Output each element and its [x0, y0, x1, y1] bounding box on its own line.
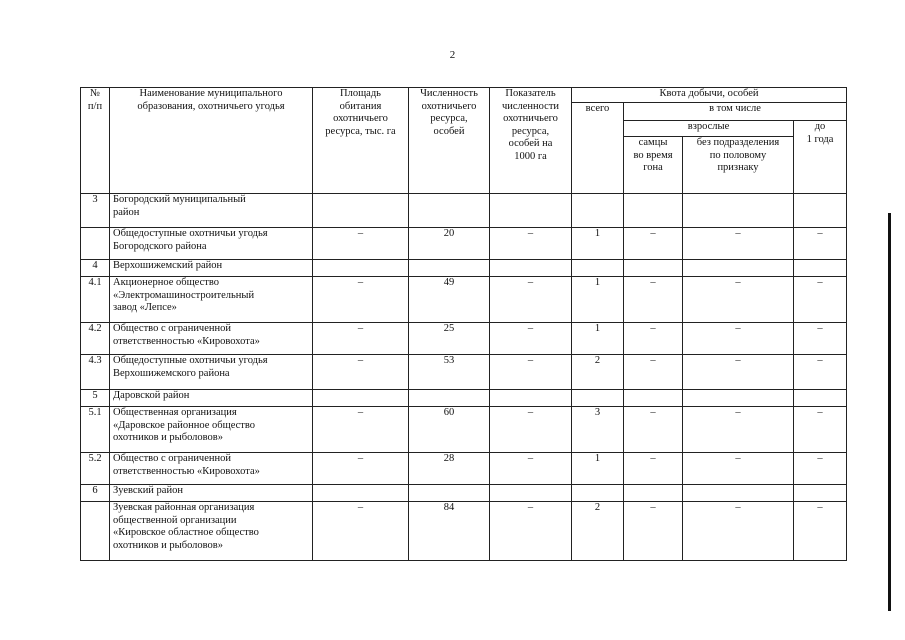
- cell-under-1-year: –: [794, 407, 847, 453]
- district-row: [81, 260, 847, 277]
- cell-no-sex-division: –: [683, 277, 794, 323]
- page-number: 2: [449, 49, 456, 61]
- cell-num: 4.2: [81, 323, 110, 355]
- table-row: [81, 453, 847, 485]
- cell-total: 1: [572, 277, 624, 323]
- cell-num: 4.3: [81, 355, 110, 390]
- cell-area: [313, 485, 409, 502]
- header-name: Наименование муниципального образования, охотничьего угодья: [110, 88, 313, 194]
- header-quota: Квота добычи, особей: [572, 88, 847, 103]
- cell-density: [490, 260, 572, 277]
- cell-num: 5.1: [81, 407, 110, 453]
- cell-name: Зуевский район: [110, 485, 313, 502]
- header-including: в том числе: [624, 103, 847, 121]
- table-row: [81, 502, 847, 561]
- cell-name: Общедоступные охотничьи угодья Богородского района: [110, 228, 313, 260]
- cell-num: [81, 502, 110, 561]
- table-row: [81, 228, 847, 260]
- cell-no-sex-division: [683, 390, 794, 407]
- table-row: [81, 323, 847, 355]
- district-row: [81, 194, 847, 228]
- cell-males-rut: –: [624, 228, 683, 260]
- cell-name: Общедоступные охотничьи угодья Верхошижемского района: [110, 355, 313, 390]
- cell-population: [409, 390, 490, 407]
- cell-density: –: [490, 453, 572, 485]
- cell-no-sex-division: –: [683, 228, 794, 260]
- cell-name: Общество с ограниченной ответственностью «Кировохота»: [110, 323, 313, 355]
- header-adults: взрослые: [624, 121, 794, 137]
- cell-population: [409, 485, 490, 502]
- cell-males-rut: [624, 194, 683, 228]
- cell-area: –: [313, 502, 409, 561]
- header-density: Показатель численности охотничьего ресурса, особей на 1000 га: [490, 88, 572, 194]
- cell-area: –: [313, 228, 409, 260]
- cell-area: –: [313, 277, 409, 323]
- table-row: [81, 277, 847, 323]
- cell-under-1-year: [794, 194, 847, 228]
- cell-total: [572, 485, 624, 502]
- cell-no-sex-division: [683, 485, 794, 502]
- cell-males-rut: –: [624, 323, 683, 355]
- cell-num: 5.2: [81, 453, 110, 485]
- scan-edge-mark: [888, 213, 891, 611]
- cell-no-sex-division: [683, 194, 794, 228]
- cell-name: Общество с ограниченной ответственностью «Кировохота»: [110, 453, 313, 485]
- cell-no-sex-division: –: [683, 355, 794, 390]
- cell-area: –: [313, 407, 409, 453]
- cell-name: Богородский муниципальный район: [110, 194, 313, 228]
- cell-total: 2: [572, 502, 624, 561]
- cell-density: –: [490, 502, 572, 561]
- cell-name: Верхошижемский район: [110, 260, 313, 277]
- district-row: [81, 485, 847, 502]
- cell-under-1-year: [794, 260, 847, 277]
- cell-density: –: [490, 228, 572, 260]
- cell-population: 28: [409, 453, 490, 485]
- cell-name: Акционерное общество «Электромашиностроительный завод «Лепсе»: [110, 277, 313, 323]
- cell-total: [572, 260, 624, 277]
- cell-total: 3: [572, 407, 624, 453]
- cell-area: –: [313, 453, 409, 485]
- cell-males-rut: [624, 485, 683, 502]
- cell-under-1-year: [794, 390, 847, 407]
- cell-num: 3: [81, 194, 110, 228]
- cell-under-1-year: –: [794, 323, 847, 355]
- cell-name: Зуевская районная организация общественной организации «Кировское областное общество охотников и рыболовов»: [110, 502, 313, 561]
- cell-no-sex-division: –: [683, 502, 794, 561]
- cell-area: –: [313, 355, 409, 390]
- cell-area: [313, 194, 409, 228]
- cell-total: [572, 390, 624, 407]
- cell-no-sex-division: –: [683, 453, 794, 485]
- cell-males-rut: –: [624, 277, 683, 323]
- cell-density: [490, 390, 572, 407]
- district-row: [81, 390, 847, 407]
- header-area: Площадь обитания охотничьего ресурса, тыс. га: [313, 88, 409, 194]
- cell-total: 2: [572, 355, 624, 390]
- cell-name: Даровской район: [110, 390, 313, 407]
- cell-males-rut: –: [624, 453, 683, 485]
- quota-table: [80, 87, 847, 561]
- cell-population: [409, 194, 490, 228]
- cell-density: [490, 194, 572, 228]
- cell-name: Общественная организация «Даровское районное общество охотников и рыболовов»: [110, 407, 313, 453]
- cell-population: 25: [409, 323, 490, 355]
- cell-area: [313, 390, 409, 407]
- cell-density: –: [490, 355, 572, 390]
- cell-num: 4: [81, 260, 110, 277]
- cell-num: [81, 228, 110, 260]
- cell-population: 60: [409, 407, 490, 453]
- cell-males-rut: –: [624, 355, 683, 390]
- cell-no-sex-division: [683, 260, 794, 277]
- cell-under-1-year: –: [794, 355, 847, 390]
- cell-under-1-year: [794, 485, 847, 502]
- cell-males-rut: –: [624, 502, 683, 561]
- cell-no-sex-division: –: [683, 323, 794, 355]
- header-population: Численность охотничьего ресурса, особей: [409, 88, 490, 194]
- cell-under-1-year: –: [794, 453, 847, 485]
- cell-density: [490, 485, 572, 502]
- cell-males-rut: –: [624, 407, 683, 453]
- cell-population: 84: [409, 502, 490, 561]
- table-row: [81, 407, 847, 453]
- header-no-sex-division: без подразделения по половому признаку: [683, 137, 794, 194]
- cell-under-1-year: –: [794, 502, 847, 561]
- cell-total: 1: [572, 323, 624, 355]
- header-under-1-year: до 1 года: [794, 121, 847, 194]
- cell-males-rut: [624, 390, 683, 407]
- cell-under-1-year: –: [794, 277, 847, 323]
- cell-population: 53: [409, 355, 490, 390]
- header-total: всего: [572, 103, 624, 194]
- cell-population: 20: [409, 228, 490, 260]
- cell-num: 5: [81, 390, 110, 407]
- cell-under-1-year: –: [794, 228, 847, 260]
- table-body: [81, 194, 847, 561]
- cell-density: –: [490, 323, 572, 355]
- table-row: [81, 355, 847, 390]
- header-num: № п/п: [81, 88, 110, 194]
- cell-num: 6: [81, 485, 110, 502]
- cell-num: 4.1: [81, 277, 110, 323]
- cell-area: [313, 260, 409, 277]
- cell-no-sex-division: –: [683, 407, 794, 453]
- cell-population: [409, 260, 490, 277]
- header-males-rut: самцы во время гона: [624, 137, 683, 194]
- cell-males-rut: [624, 260, 683, 277]
- cell-density: –: [490, 407, 572, 453]
- cell-total: 1: [572, 228, 624, 260]
- cell-total: 1: [572, 453, 624, 485]
- cell-density: –: [490, 277, 572, 323]
- cell-area: –: [313, 323, 409, 355]
- cell-population: 49: [409, 277, 490, 323]
- cell-total: [572, 194, 624, 228]
